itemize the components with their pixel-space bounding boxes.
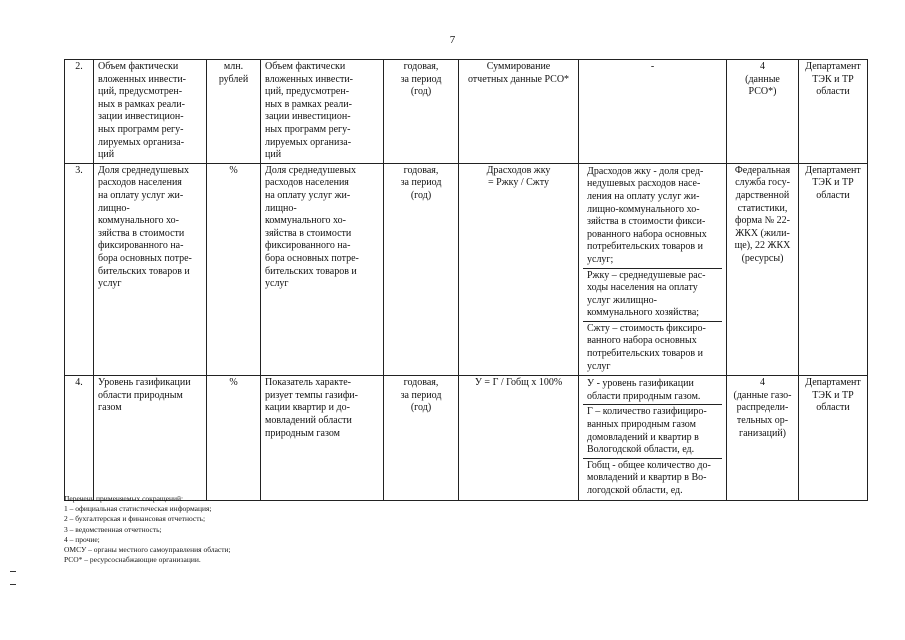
abbreviation-item: 4 – прочие;: [64, 534, 100, 544]
row-number: 4.: [65, 376, 94, 500]
definition: Доля среднедушевых расходов населения на оплату услуг жи- лищно- коммунального хо- зяйства в стоимости фиксированного на- бора основных потре- бительских товаров и услуг: [261, 163, 384, 376]
definition: Объем фактически вложенных инвести- ций, предусмотрен- ных в рамках реали- зации инвестицион- ных программ регу- лируемых организа- ций: [261, 60, 384, 164]
explanation-item: Сжту – стоимость фиксиро- ванного набора основных потребительских товаров и услуг: [583, 321, 722, 374]
unit: %: [207, 163, 261, 376]
explanation-item: У - уровень газификации области природным газом.: [587, 378, 701, 402]
abbreviation-item: 1 – официальная статистическая информация;: [64, 504, 212, 514]
margin-mark: [10, 584, 16, 585]
formula: Суммирование отчетных данные РСО*: [459, 60, 579, 164]
indicator-name: Уровень газификации области природным газом: [94, 376, 207, 500]
explanation-item: Г – количество газифициро- ванных природным газом домовладений и квартир в Вологодской области, ед.: [583, 404, 722, 457]
explanation-item: Гобщ - общее количество до- мовладений и квартир в Во- логодской области, ед.: [583, 458, 722, 499]
periodicity: годовая, за период (год): [384, 376, 459, 500]
explanation-list: [579, 376, 727, 500]
definition: Показатель характе- ризует темпы газифи- кации квартир и до- мовладений области природным газом: [261, 376, 384, 500]
table-row: [65, 163, 868, 376]
row-number: 2.: [65, 60, 94, 164]
explanation-list: [579, 163, 727, 376]
unit: %: [207, 376, 261, 500]
table-row: [65, 376, 868, 500]
data-source: 4 (данные РСО*): [727, 60, 799, 164]
abbreviation-item: ОМСУ – органы местного самоуправления области;: [64, 545, 231, 555]
data-source: Федеральная служба госу- дарственной статистики, форма № 22- ЖКХ (жили- ще), 22 ЖКХ (ресурсы): [727, 163, 799, 376]
periodicity: годовая, за период (год): [384, 60, 459, 164]
abbreviation-item: 2 – бухгалтерская и финансовая отчетность;: [64, 514, 206, 524]
responsible: Департамент ТЭК и ТР области: [799, 376, 868, 500]
formula: У = Г / Гобщ х 100%: [459, 376, 579, 500]
margin-mark: [10, 571, 16, 572]
data-source: 4 (данные газо- распредели- тельных ор- ганизаций): [727, 376, 799, 500]
formula: Драсходов жку = Ржку / Сжту: [459, 163, 579, 376]
abbreviation-item: 3 – ведомственная отчетность;: [64, 524, 162, 534]
abbreviations-list: [64, 494, 231, 565]
periodicity: годовая, за период (год): [384, 163, 459, 376]
abbreviation-item: РСО* – ресурсоснабжающие организации.: [64, 555, 201, 565]
explanation: -: [579, 60, 727, 164]
indicators-table: [64, 59, 868, 501]
indicator-name: Доля среднедушевых расходов населения на оплату услуг жи- лищно- коммунального хо- зяйства в стоимости фиксированного на- бора основных потре- бительских товаров и услуг: [94, 163, 207, 376]
row-number: 3.: [65, 163, 94, 376]
table-row: [65, 60, 868, 164]
responsible: Департамент ТЭК и ТР области: [799, 163, 868, 376]
explanation-item: Ржку – среднедушевые рас- ходы населения на оплату услуг жилищно- коммунального хозяйства;: [583, 268, 722, 321]
responsible: Департамент ТЭК и ТР области: [799, 60, 868, 164]
unit: млн. рублей: [207, 60, 261, 164]
abbreviations-title: Перечень применяемых сокращений:: [64, 494, 184, 503]
page-number: 7: [449, 34, 456, 46]
explanation-item: Драсходов жку - доля сред- недушевых расходов насе- ления на оплату услуг жи- лищно-коммунального хо- зяйства в стоимости фикси- рованного набора основных потребительских товаров и услуг;: [587, 165, 707, 265]
indicator-name: Объем фактически вложенных инвести- ций, предусмотрен- ных в рамках реали- зации инвестицион- ных программ регу- лируемых организа- ций: [94, 60, 207, 164]
